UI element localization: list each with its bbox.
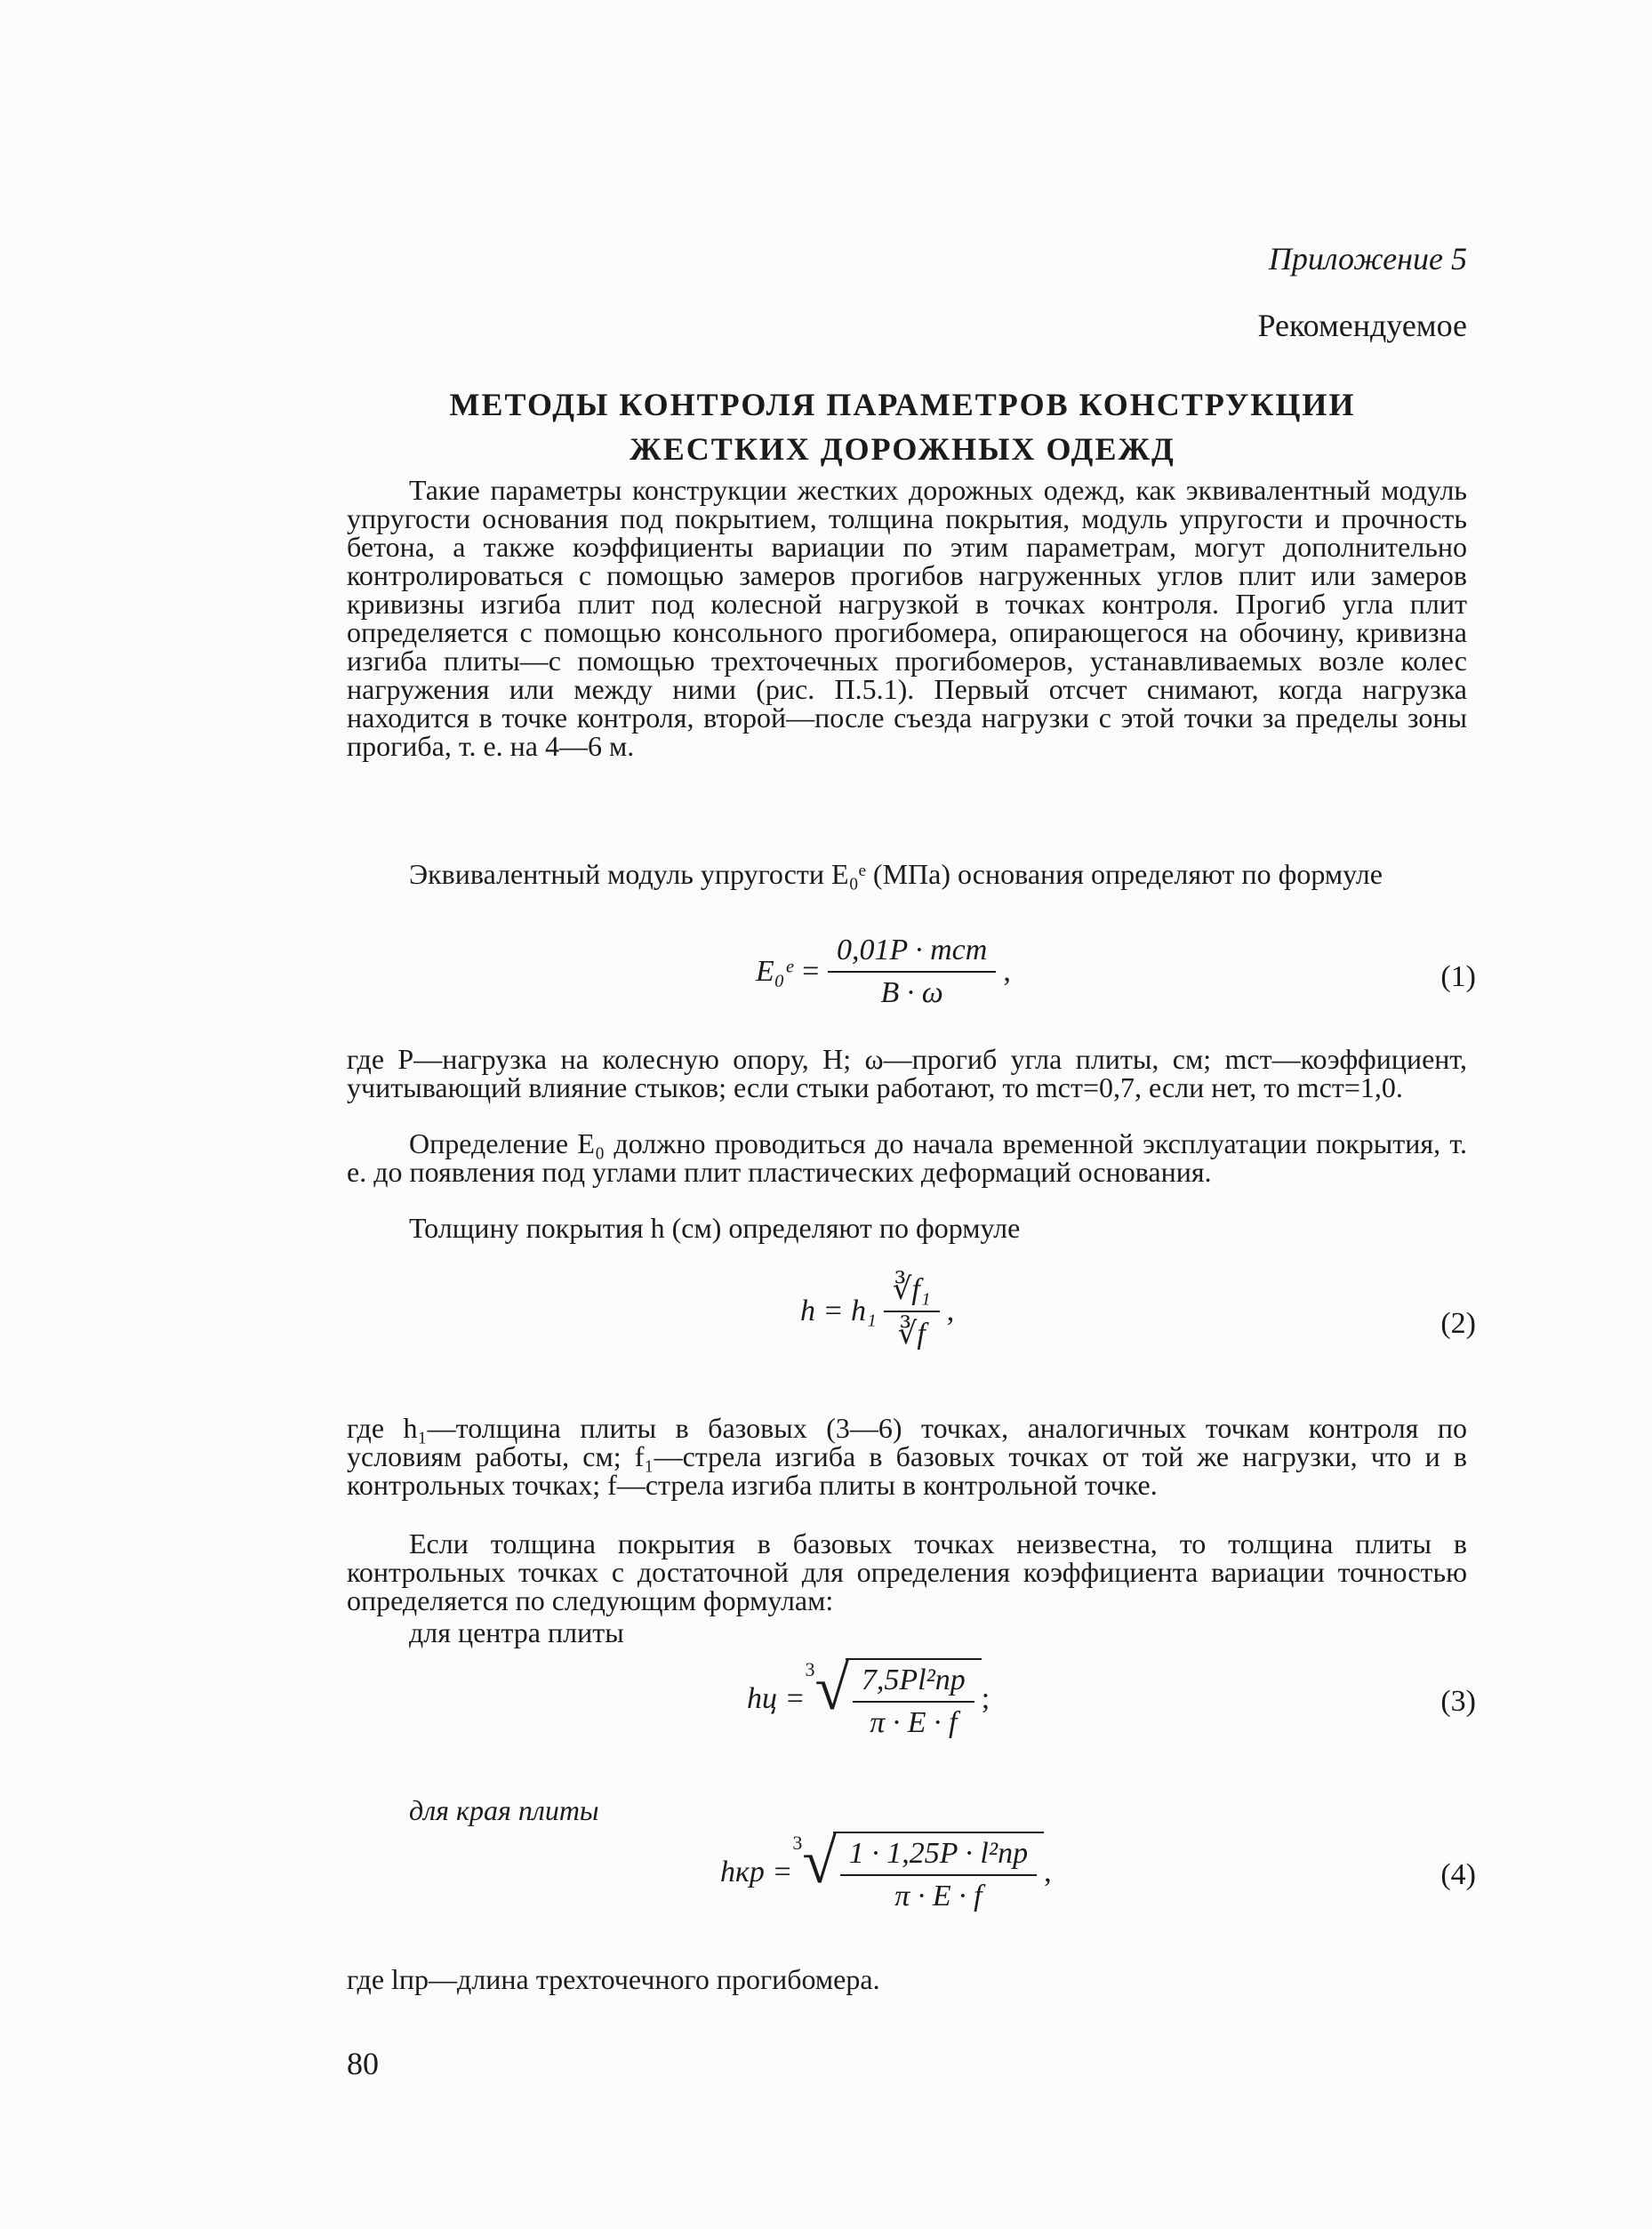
paragraph-variables-1: где P—нагрузка на колесную опору, Н; ω—прогиб угла плиты, см; mст—коэффициент, учитывающий влияние стыков; если стыки работают, то mст=0,7, если нет, то mст=1,0.	[347, 1043, 1467, 1103]
paragraph-variables-2: где h₁—толщина плиты в базовых (3—6) точках, аналогичных точкам контроля по условиям работы, см; f₁—стрела изгиба в базовых точках от той же нагрузки, что и в контрольных точках; f—стрела изгиба плиты в контрольной точке.	[347, 1412, 1467, 1501]
title-line-2: ЖЕСТКИХ ДОРОЖНЫХ ОДЕЖД	[630, 431, 1175, 467]
recommended-label: Рекомендуемое	[1257, 308, 1467, 343]
formula-4-numerator: 1 · 1,25P · l²пр	[840, 1837, 1037, 1876]
paragraph-thickness: Толщину покрытия h (см) определяют по формуле	[409, 1212, 1021, 1244]
formula-2-denominator: ∛f	[897, 1318, 926, 1351]
formula-3-tail: ;	[981, 1682, 990, 1715]
formula-2	[800, 1271, 954, 1351]
formula-3-lhs: hц =	[747, 1682, 806, 1715]
formula-1-tail: ,	[1003, 955, 1011, 988]
paragraph-e0-note: Определение E₀ должно проводиться до начала временной эксплуатации покрытия, т. е. до появления под углами плит пластических деформаций основания.	[347, 1127, 1467, 1188]
formula-2-row	[347, 1263, 1476, 1396]
appendix-label: Приложение 5	[1268, 241, 1467, 277]
paragraph-intro: Такие параметры конструкции жестких дорожных одежд, как эквивалентный модуль упругости основания под покрытием, толщина покрытия, модуль упругости и прочность бетона, а также коэффициенты вариации по этим параметрам, могут дополнительно контролироваться с помощью замеров прогибов нагруженных углов плит или замеров кривизны изгиба плит под колесной нагрузкой в точках контроля. Прогиб угла плит определяется с помощью консольного прогибомера, опирающегося на обочину, кривизна изгиба плиты—с помощью трехточечных прогибомеров, устанавливаемых возле колес нагружения или между ними (рис. П.5.1). Первый отсчет снимают, когда нагрузка находится в точке контроля, второй—после съезда нагрузки с этой точки за пределы зоны прогиба, т. е. на 4—6 м.	[347, 474, 1467, 762]
formula-2-tail: ,	[946, 1295, 955, 1327]
paragraph-center-label: для центра плиты	[409, 1616, 624, 1648]
formula-1-fraction	[828, 934, 996, 1010]
formula-3-number: (3)	[1440, 1685, 1476, 1718]
formula-3-denominator: π · E · f	[870, 1706, 958, 1739]
formula-3	[747, 1655, 990, 1740]
formula-3-root-index: 3	[805, 1658, 815, 1680]
radical-sign-icon: √	[814, 1655, 849, 1723]
formula-4	[720, 1828, 1052, 1913]
radical-sign-icon: √	[802, 1828, 837, 1896]
formula-1-numerator: 0,01P · mст	[828, 934, 996, 973]
formula-2-lhs: h = h₁	[800, 1295, 877, 1327]
formula-3-radical	[805, 1655, 981, 1740]
formula-2-fraction	[884, 1271, 940, 1351]
paragraph-variables-3: где lпр—длина трехточечного прогибомера.	[347, 1963, 880, 1995]
formula-1-lhs: E₀ᵉ =	[756, 955, 821, 988]
formula-3-radicand	[846, 1658, 982, 1740]
formula-4-fraction	[840, 1837, 1037, 1913]
formula-4-denominator: π · E · f	[894, 1880, 982, 1912]
formula-4-radical	[792, 1828, 1044, 1913]
title-line-1: МЕТОДЫ КОНТРОЛЯ ПАРАМЕТРОВ КОНСТРУКЦИИ	[449, 387, 1356, 422]
formula-4-root-index: 3	[792, 1832, 803, 1854]
formula-1-number: (1)	[1440, 960, 1476, 993]
paragraph-unknown-thickness: Если толщина покрытия в базовых точках неизвестна, то толщина плиты в контрольных точках с достаточной для определения коэффициента вариации точностью определяется по следующим формулам:	[347, 1527, 1467, 1616]
paragraph-modulus: Эквивалентный модуль упругости E₀ᵉ (МПа) основания определяют по формуле	[409, 858, 1383, 890]
formula-3-numerator: 7,5Pl²пр	[853, 1664, 974, 1703]
formula-1-row	[347, 934, 1476, 1040]
formula-3-fraction	[853, 1664, 974, 1740]
formula-4-radicand	[833, 1832, 1044, 1913]
formula-3-row	[347, 1655, 1476, 1765]
page-title	[347, 382, 1458, 471]
formula-4-lhs: hкр =	[720, 1856, 793, 1888]
formula-4-tail: ,	[1044, 1856, 1052, 1888]
formula-2-numerator: ∛f₁	[884, 1271, 940, 1312]
formula-2-number: (2)	[1440, 1307, 1476, 1340]
formula-4-number: (4)	[1440, 1858, 1476, 1891]
formula-1-denominator: B · ω	[880, 976, 943, 1009]
paragraph-edge-label: для края плиты	[409, 1794, 599, 1826]
page-number: 80	[347, 2046, 379, 2081]
formula-4-row	[347, 1828, 1476, 1938]
formula-1	[756, 934, 1011, 1010]
